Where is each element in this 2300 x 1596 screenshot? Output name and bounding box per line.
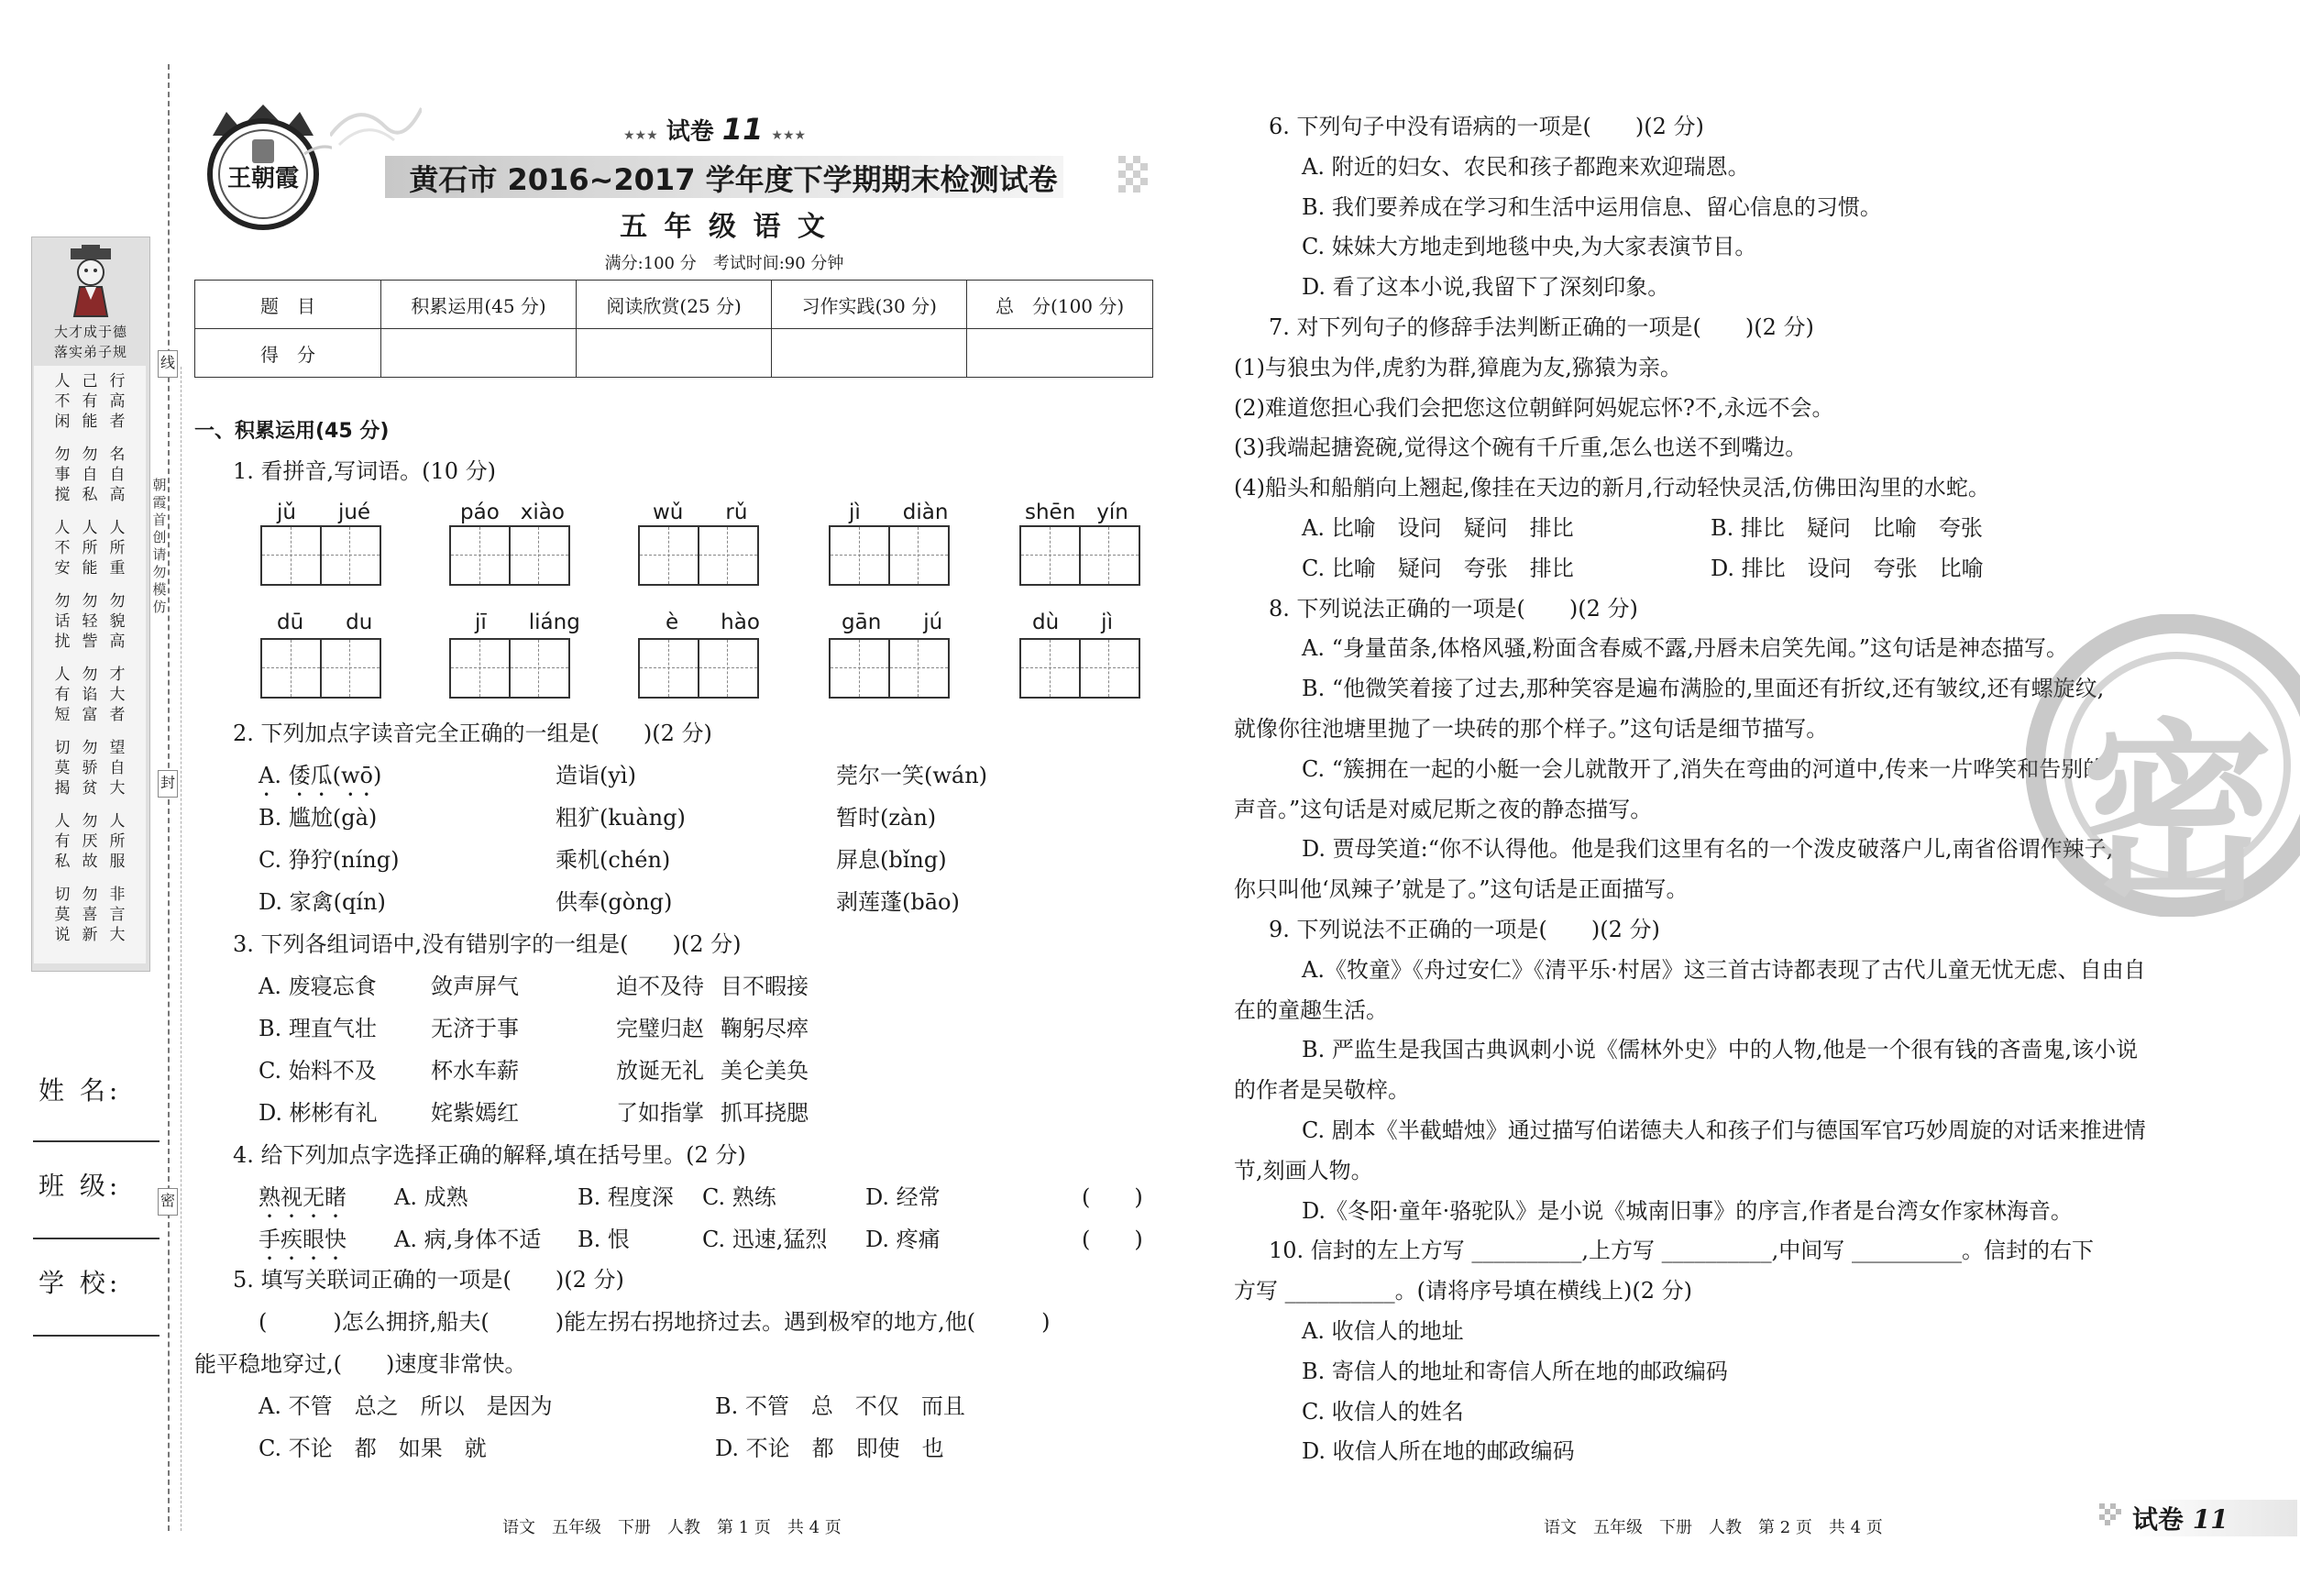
q7-option: D. 排比 设问 夸张 比喻 xyxy=(1711,555,1984,581)
pinyin-label: gān jú xyxy=(842,611,943,634)
q4-answer-blank[interactable]: ( ) xyxy=(1082,1227,1143,1252)
q4-option: C. 迅速,猛烈 xyxy=(702,1227,828,1252)
sidebar-motto-text: 勿厌故 xyxy=(82,812,98,871)
q4-answer-blank[interactable]: ( ) xyxy=(1082,1184,1143,1210)
q8-text: 声音。”这句话是对威尼斯之夜的静态描写。 xyxy=(1234,796,1653,822)
school-label: 学 校: xyxy=(39,1268,122,1298)
q3-option: A. 废寝忘食 xyxy=(259,974,377,999)
binding-line-dashed xyxy=(168,64,170,1531)
q4-term: 手疾眼快 xyxy=(259,1227,347,1252)
sidebar-motto-text: 切莫说 xyxy=(54,886,71,944)
sidebar-motto-text: 人不安 xyxy=(54,519,71,578)
q7-item: (2)难道您担心我们会把您这位朝鲜阿妈妮忘怀?不,永远不会。 xyxy=(1234,394,1834,421)
q2-option: B. 尴尬(gà) xyxy=(259,805,378,831)
sidebar-motto-text: 人有私 xyxy=(54,812,71,871)
q3-option: B. 理直气壮 xyxy=(259,1016,377,1041)
juan-badge xyxy=(623,112,806,147)
name-label: 姓 名: xyxy=(39,1075,122,1106)
part1-heading: 一、积累运用(45 分) xyxy=(194,420,390,443)
stars-right: ★★★ xyxy=(771,128,807,143)
score-cell[interactable] xyxy=(967,329,1153,378)
score-table-header: 总 分(100 分) xyxy=(967,281,1153,329)
footer-badge-label: 试卷 xyxy=(2132,1504,2184,1535)
q3-option: 姹紫嫣红 xyxy=(431,1100,519,1126)
writing-box[interactable] xyxy=(829,638,950,699)
pinyin-label: shēn yín xyxy=(1025,501,1128,524)
q8-text: 你只叫他‘凤辣子’就是了。”这句话是正面描写。 xyxy=(1234,876,1689,903)
writing-box[interactable] xyxy=(1019,525,1140,586)
q3-option: 敛声屏气 xyxy=(431,974,519,999)
exam-meta: 满分:100 分 考试时间:90 分钟 xyxy=(604,254,844,273)
writing-box[interactable] xyxy=(829,525,950,586)
q3-option: 完璧归赵 xyxy=(616,1016,704,1041)
sidebar-motto-text: 才大者 xyxy=(109,666,126,724)
q9-text: 的作者是吴敬梓。 xyxy=(1234,1077,1410,1104)
sidebar-motto-text: 勿自私 xyxy=(82,446,98,504)
pinyin-label: dù jì xyxy=(1032,611,1113,634)
q10-option: A. 收信人的地址 xyxy=(1302,1318,1464,1344)
q7-option: A. 比喻 设问 疑问 排比 xyxy=(1302,515,1574,541)
q5-sentence-line1: ( )怎么拥挤,船夫( )能左拐右拐地挤过去。遇到极窄的地方,他( ) xyxy=(259,1309,1051,1335)
q3-option: 了如指掌 xyxy=(616,1100,704,1126)
q6-option: A. 附近的妇女、农民和孩子都跑来欢迎瑞恩。 xyxy=(1302,153,1750,180)
q8-text: D. 贾母笑道:“你不认得他。他是我们这里有名的一个泼皮破落户儿,南省俗谓作辣子, xyxy=(1302,836,2114,863)
title-pattern-icon xyxy=(1118,156,1157,198)
q3-option: 杯水车薪 xyxy=(431,1058,519,1084)
sidebar-motto-text: 勿事搅 xyxy=(54,446,71,504)
pinyin-label: jǔ jué xyxy=(277,501,371,524)
sidebar-slogan-2: 落实弟子规 xyxy=(53,344,127,360)
q4-option: B. 恨 xyxy=(578,1227,630,1252)
q8-text: B. “他微笑着接了过去,那种笑容是遍布满脸的,里面还有折纹,还有皱纹,还有螺旋纹, xyxy=(1302,676,2105,702)
sidebar-motto-text: 人不闲 xyxy=(54,372,71,431)
binding-line-dashed-2 xyxy=(181,367,182,1531)
q5-option: C. 不论 都 如果 就 xyxy=(259,1436,487,1461)
q9-text: 在的童趣生活。 xyxy=(1234,996,1388,1023)
q2-option: 供奉(gòng) xyxy=(556,889,673,915)
sidebar-motto-text: 勿轻訾 xyxy=(82,592,98,651)
q9-text: A.《牧童》《舟过安仁》《清平乐·村居》这三首古诗都表现了古代儿童无忧无虑、自由自 xyxy=(1302,956,2146,983)
sidebar-motto-text: 勿骄贫 xyxy=(82,739,98,798)
q10-text: 方写 __________。(请将序号填在横线上)(2 分) xyxy=(1234,1278,1692,1304)
q4-option: D. 疼痛 xyxy=(865,1227,941,1252)
score-table-header-row xyxy=(195,281,1153,329)
sidebar-motto-text: 勿谄富 xyxy=(82,666,98,724)
q7-item: (1)与狼虫为伴,虎豹为群,獐鹿为友,猕猿为亲。 xyxy=(1234,354,1682,380)
sidebar-motto-text: 勿貌高 xyxy=(109,592,126,651)
q5-stem: 5. 填写关联词正确的一项是( )(2 分) xyxy=(233,1267,624,1293)
footer-badge xyxy=(2129,1500,2297,1536)
exam-title: 黄石市 2016~2017 学年度下学期期末检测试卷 xyxy=(409,162,1058,197)
pinyin-label: dū du xyxy=(277,611,373,634)
q3-option: D. 彬彬有礼 xyxy=(259,1100,378,1126)
writing-box[interactable] xyxy=(449,638,570,699)
score-cell[interactable] xyxy=(772,329,967,378)
q4-option: A. 病,身体不适 xyxy=(394,1227,542,1252)
q9-text: D.《冬阳·童年·骆驼队》是小说《城南旧事》的序言,作者是台湾女作家林海音。 xyxy=(1302,1197,2073,1224)
footer-right: 语文 五年级 下册 人教 第 2 页 共 4 页 xyxy=(1544,1518,1883,1537)
q10-option: B. 寄信人的地址和寄信人所在地的邮政编码 xyxy=(1302,1358,1728,1384)
sidebar-motto-text: 人所重 xyxy=(109,519,126,578)
score-table-score-row xyxy=(195,329,1153,378)
q3-stem: 3. 下列各组词语中,没有错别字的一组是( )(2 分) xyxy=(233,931,742,957)
sidebar-motto-text: 人有短 xyxy=(54,666,71,724)
q9-stem: 9. 下列说法不正确的一项是( )(2 分) xyxy=(1269,917,1660,942)
juan-number: 11 xyxy=(721,112,764,147)
q8-stem: 8. 下列说法正确的一项是( )(2 分) xyxy=(1269,595,1638,622)
sidebar-motto-text: 切莫揭 xyxy=(54,739,71,798)
q3-option: 目不暇接 xyxy=(721,974,809,999)
q3-option: 鞠躬尽瘁 xyxy=(721,1016,809,1041)
q8-text: C. “簇拥在一起的小艇一会儿就散开了,消失在弯曲的河道中,传来一片哗笑和告别的 xyxy=(1302,755,2106,782)
pinyin-label: è hào xyxy=(666,611,760,634)
q7-stem: 7. 对下列句子的修辞手法判断正确的一项是( )(2 分) xyxy=(1269,314,1814,340)
q9-text: 节,刻画人物。 xyxy=(1234,1157,1373,1183)
footer-badge-number: 11 xyxy=(2192,1504,2228,1535)
sidebar-slogan-1: 大才成于德 xyxy=(53,324,127,340)
q4-option: A. 成熟 xyxy=(394,1184,468,1210)
q4-option: D. 经常 xyxy=(865,1184,941,1210)
score-table-header: 习作实践(30 分) xyxy=(772,281,967,329)
sidebar-motto-text: 非言大 xyxy=(109,886,126,944)
q2-option: A. 倭瓜(wō) xyxy=(259,763,382,788)
q4-option: B. 程度深 xyxy=(578,1184,674,1210)
q9-text: B. 严监生是我国古典讽刺小说《儒林外史》中的人物,他是一个很有钱的吝啬鬼,该小说 xyxy=(1302,1037,2139,1063)
q8-text: A. “身量苗条,体格风骚,粉面含春威不露,丹唇未启笑先闻。”这句话是神态描写。 xyxy=(1302,635,2069,662)
writing-box[interactable] xyxy=(638,638,759,699)
q7-item: (4)船头和船艄向上翘起,像挂在天边的新月,行动轻快灵活,仿佛田沟里的水蛇。 xyxy=(1234,475,1990,501)
sidebar-motto-text: 人所服 xyxy=(109,812,126,871)
writing-box[interactable] xyxy=(1019,638,1140,699)
q4-option: C. 熟练 xyxy=(702,1184,776,1210)
sidebar-motto-text: 己有能 xyxy=(82,372,98,431)
q4-term: 熟视无睹 xyxy=(259,1184,347,1210)
class-line[interactable] xyxy=(33,1238,160,1239)
score-table-header: 阅读欣赏(25 分) xyxy=(577,281,772,329)
seal-mark-3: 密 xyxy=(158,1188,178,1216)
q2-option: C. 狰狞(níng) xyxy=(259,847,400,873)
q10-option: C. 收信人的姓名 xyxy=(1302,1398,1464,1425)
score-cell[interactable] xyxy=(381,329,577,378)
sidebar-motto-text: 人所能 xyxy=(82,519,98,578)
exam-subtitle: 五 年 级 语 文 xyxy=(620,211,829,243)
seal-mark-2: 封 xyxy=(158,770,178,798)
q2-stem: 2. 下列加点字读音完全正确的一组是( )(2 分) xyxy=(233,721,712,746)
school-line[interactable] xyxy=(33,1335,160,1337)
writing-box[interactable] xyxy=(260,638,381,699)
q2-option: D. 家禽(qín) xyxy=(259,889,386,915)
q2-option: 乘机(chén) xyxy=(556,847,671,873)
sidebar-motto-text: 勿话扰 xyxy=(54,592,71,651)
score-table-header: 题 目 xyxy=(195,281,381,329)
q2-option: 屏息(bǐng) xyxy=(836,847,947,873)
logo-text: 王朝霞 xyxy=(226,165,299,193)
q6-option: C. 妹妹大方地走到地毯中央,为大家表演节目。 xyxy=(1302,234,1757,260)
footer-pattern-icon xyxy=(2099,1503,2127,1527)
q2-option: 造诣(yì) xyxy=(556,763,636,788)
writing-box[interactable] xyxy=(449,525,570,586)
pinyin-label: jì diàn xyxy=(849,501,949,524)
q1-stem: 1. 看拼音,写词语。(10 分) xyxy=(233,458,497,484)
q3-option: C. 始料不及 xyxy=(259,1058,377,1084)
q9-text: C. 剧本《半截蜡烛》通过描写伯诺德夫人和孩子们与德国军官巧妙周旋的对话来推进情 xyxy=(1302,1117,2146,1143)
q5-option: A. 不管 总之 所以 是因为 xyxy=(259,1393,553,1419)
q6-option: B. 我们要养成在学习和生活中运用信息、留心信息的习惯。 xyxy=(1302,193,1882,220)
class-label: 班 级: xyxy=(39,1171,122,1201)
sidebar-motto-panel xyxy=(31,237,150,972)
q10-text: 10. 信封的左上方写 __________,上方写 __________,中间写 __________。信封的右下 xyxy=(1269,1238,2094,1264)
q10-option: D. 收信人所在地的邮政编码 xyxy=(1302,1438,1575,1465)
q2-option: 粗犷(kuàng) xyxy=(556,805,686,831)
q3-option: 迫不及待 xyxy=(616,974,704,999)
q2-option: 暂时(zàn) xyxy=(836,805,937,831)
footer-left: 语文 五年级 下册 人教 第 1 页 共 4 页 xyxy=(502,1518,842,1537)
sidebar-motto-text: 行高者 xyxy=(109,372,126,431)
q7-option: B. 排比 疑问 比喻 夸张 xyxy=(1711,515,1983,541)
ribbon-decoration-icon xyxy=(330,99,422,154)
writing-box[interactable] xyxy=(260,525,381,586)
stars-left: ★★★ xyxy=(623,128,658,143)
writing-box[interactable] xyxy=(638,525,759,586)
pinyin-label: páo xiào xyxy=(460,501,565,524)
sidebar-motto-text: 名自高 xyxy=(109,446,126,504)
q7-item: (3)我端起搪瓷碗,觉得这个碗有千斤重,怎么也送不到嘴边。 xyxy=(1234,435,1808,461)
score-cell[interactable] xyxy=(577,329,772,378)
q3-option: 美仑美奂 xyxy=(721,1058,809,1084)
q5-sentence-line2: 能平稳地穿过,( )速度非常快。 xyxy=(194,1351,527,1377)
q3-option: 抓耳挠腮 xyxy=(721,1100,809,1126)
q7-option: C. 比喻 疑问 夸张 排比 xyxy=(1302,555,1574,581)
q6-option: D. 看了这本小说,我留下了深刻印象。 xyxy=(1302,274,1670,301)
q2-option: 莞尔一笑(wán) xyxy=(836,763,988,788)
q3-option: 无济于事 xyxy=(431,1016,519,1041)
sidebar-motto-text: 望自大 xyxy=(109,739,126,798)
score-table xyxy=(194,280,1153,378)
q5-option: D. 不论 都 即使 也 xyxy=(715,1436,944,1461)
seal-mark-1: 线 xyxy=(158,350,178,378)
q6-stem: 6. 下列句子中没有语病的一项是( )(2 分) xyxy=(1269,114,1704,139)
score-table-header: 积累运用(45 分) xyxy=(381,281,577,329)
copyright-vertical: 朝霞首创 请勿模仿 xyxy=(152,477,181,615)
q2-option: 剥莲蓬(bāo) xyxy=(836,889,960,915)
score-row-label: 得 分 xyxy=(195,329,381,378)
q8-text: 就像你往池塘里抛了一块砖的那个样子。”这句话是细节描写。 xyxy=(1234,716,1829,742)
sidebar-motto-text: 勿喜新 xyxy=(82,886,98,944)
name-line[interactable] xyxy=(33,1140,160,1142)
q3-option: 放诞无礼 xyxy=(616,1058,704,1084)
watermark-char: 密 xyxy=(2081,700,2274,927)
q5-option: B. 不管 总 不仅 而且 xyxy=(715,1393,965,1419)
juan-label: 试卷 xyxy=(666,118,714,146)
pinyin-label: wǔ rǔ xyxy=(653,501,748,524)
scholar-mascot-icon xyxy=(54,245,127,318)
q4-stem: 4. 给下列加点字选择正确的解释,填在括号里。(2 分) xyxy=(233,1142,746,1168)
pinyin-label: jī liáng xyxy=(475,611,580,634)
